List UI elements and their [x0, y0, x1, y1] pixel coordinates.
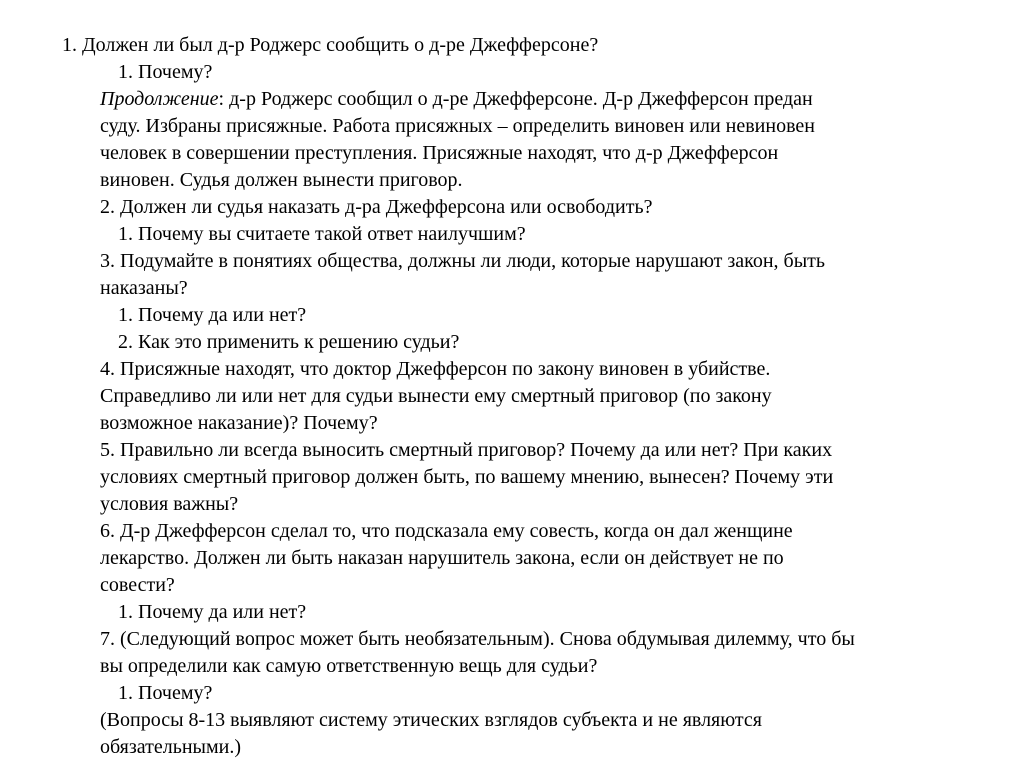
question-6-line: совести? — [100, 574, 175, 596]
question-4-line: Справедливо ли или нет для судьи вынести ему смертный приговор (по закону — [100, 385, 772, 407]
question-3-line: наказаны? — [100, 277, 188, 299]
optional-questions-note: обязательными.) — [100, 736, 242, 758]
question-1: 1. Должен ли был д-р Роджерс сообщить о д-ре Джефферсоне? — [62, 34, 599, 56]
question-7-line: вы определили как самую ответственную вещь для судьи? — [100, 655, 598, 677]
question-7-line: 7. (Следующий вопрос может быть необязательным). Снова обдумывая дилемму, что бы — [100, 628, 855, 650]
question-3-subquestion-1: 1. Почему да или нет? — [118, 304, 307, 326]
continuation-paragraph-line: виновен. Судья должен вынести приговор. — [100, 169, 463, 191]
question-6-line: 6. Д-р Джефферсон сделал то, что подсказала ему совесть, когда он дал женщине — [100, 520, 793, 542]
continuation-paragraph-line: человек в совершении преступления. Присяжные находят, что д-р Джефферсон — [100, 142, 779, 164]
question-7-subquestion: 1. Почему? — [118, 682, 213, 704]
continuation-paragraph-line: суду. Избраны присяжные. Работа присяжных – определить виновен или невиновен — [100, 115, 815, 137]
continuation-paragraph-line — [100, 87, 813, 114]
question-4-line: 4. Присяжные находят, что доктор Джефферсон по закону виновен в убийстве. — [100, 358, 771, 380]
question-1-subquestion: 1. Почему? — [118, 61, 213, 83]
question-6-line: лекарство. Должен ли быть наказан нарушитель закона, если он действует не по — [100, 547, 784, 569]
question-5-line: условиях смертный приговор должен быть, по вашему мнению, вынесен? Почему эти — [100, 466, 834, 488]
question-6-subquestion: 1. Почему да или нет? — [118, 601, 307, 623]
question-2-subquestion: 1. Почему вы считаете такой ответ наилучшим? — [118, 223, 526, 245]
question-2: 2. Должен ли судья наказать д-ра Джефферсона или освободить? — [100, 196, 653, 218]
question-4-line: возможное наказание)? Почему? — [100, 412, 378, 434]
continuation-label: Продолжение — [100, 88, 219, 110]
optional-questions-note: (Вопросы 8-13 выявляют систему этических взглядов субъекта и не являются — [100, 709, 762, 731]
question-5-line: условия важны? — [100, 493, 239, 515]
question-3-line: 3. Подумайте в понятиях общества, должны ли люди, которые нарушают закон, быть — [100, 250, 826, 272]
continuation-text: : д-р Роджерс сообщил о д-ре Джефферсоне. Д-р Джефферсон предан — [218, 88, 813, 110]
question-3-subquestion-2: 2. Как это применить к решению судьи? — [118, 331, 460, 353]
question-5-line: 5. Правильно ли всегда выносить смертный приговор? Почему да или нет? При каких — [100, 439, 833, 461]
